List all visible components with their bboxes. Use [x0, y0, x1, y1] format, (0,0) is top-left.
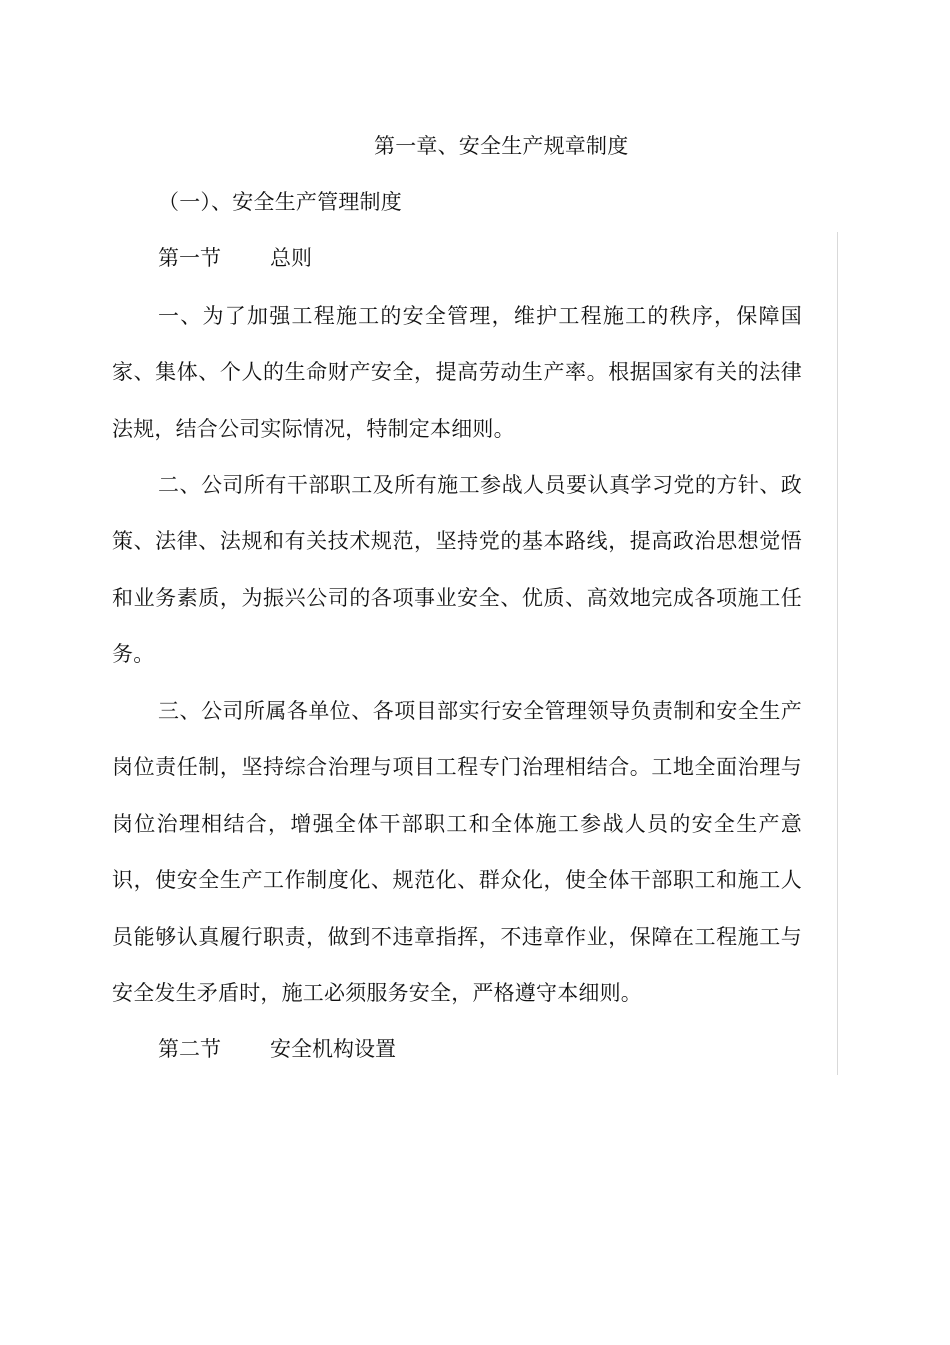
section1-name: 总则 [270, 246, 312, 270]
paragraph-2: 二、公司所有干部职工及所有施工参战人员要认真学习党的方针、政策、法律、法规和有关技术规范，坚持党的基本路线，提高政治思想觉悟和业务素质，为振兴公司的各项事业安全、优质、高效地完成各项施工任务。 [112, 473, 802, 667]
subtitle: （一）、安全生产管理制度 [158, 190, 402, 214]
section2-number: 第二节 [158, 1037, 221, 1061]
page-margin-rule [837, 232, 838, 1075]
section1-number: 第一节 [158, 246, 221, 270]
section2-name: 安全机构设置 [270, 1037, 396, 1061]
chapter-title: 第一章、安全生产规章制度 [374, 134, 629, 158]
paragraph-3: 三、公司所属各单位、各项目部实行安全管理领导负责制和安全生产岗位责任制，坚持综合治理与项目工程专门治理相结合。工地全面治理与岗位治理相结合，增强全体干部职工和全体施工参战人员的安全生产意识，使安全生产工作制度化、规范化、群众化，使全体干部职工和施工人员能够认真履行职责，做到不违章指挥，不违章作业，保障在工程施工与安全发生矛盾时，施工必须服务安全，严格遵守本细则。 [112, 699, 802, 1006]
paragraph-1: 一、为了加强工程施工的安全管理，维护工程施工的秩序，保障国家、集体、个人的生命财产安全，提高劳动生产率。根据国家有关的法律法规，结合公司实际情况，特制定本细则。 [112, 304, 802, 441]
